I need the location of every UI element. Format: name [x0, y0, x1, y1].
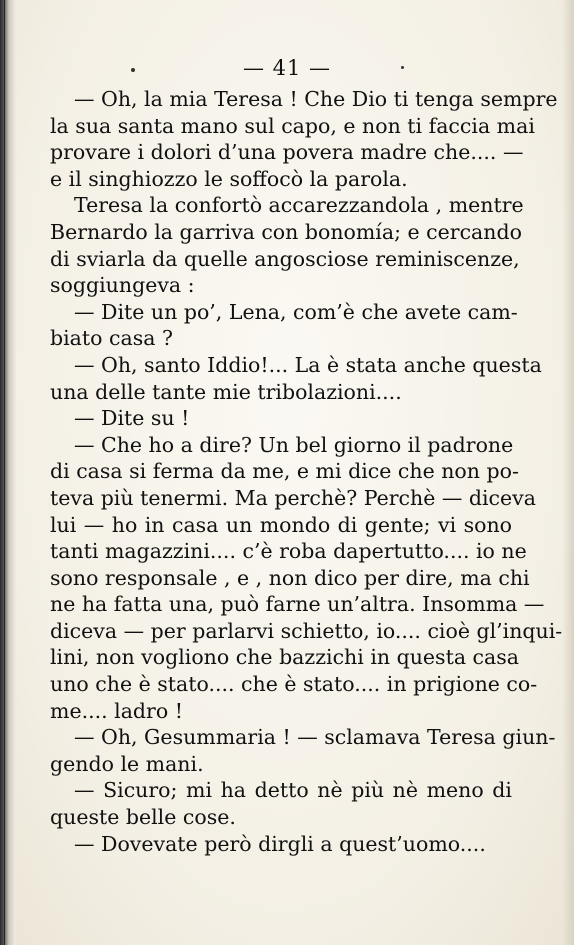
text-line: soggiungeva :: [50, 273, 195, 298]
text-line: lui — ho in casa un mondo di gente; vi sono: [50, 512, 512, 537]
text-line: di casa si ferma da me, e mi dice che non po-: [50, 459, 519, 484]
text-line: tanti magazzini.... c’è roba dapertutto.... io ne: [50, 539, 527, 564]
text-line: provare i dolori d’una povera madre che.... —: [50, 140, 524, 165]
page-edge-shadow: [562, 0, 574, 945]
text-line: di sviarla da quelle angosciose reminiscenze,: [50, 246, 520, 271]
text-line: — Sicuro; mi ha detto nè più nè meno di: [74, 778, 512, 803]
text-line: uno che è stato.... che è stato.... in prigione co-: [50, 672, 538, 697]
text-line: — Dovevate però dirgli a quest’uomo....: [74, 831, 486, 856]
text-line: — Oh, Gesummaria ! — sclamava Teresa giun-: [74, 725, 556, 750]
text-line: — Oh, la mia Teresa ! Che Dio ti tenga sempre: [74, 87, 558, 111]
binding-edge-line: [4, 0, 5, 945]
text-line: la sua santa mano sul capo, e non ti faccia mai: [50, 113, 535, 138]
text-line: — Dite un po’, Lena, com’è che avete cam-: [74, 299, 518, 324]
text-line: biato casa ?: [50, 326, 173, 351]
text-line: — Oh, santo Iddio!... La è stata anche questa: [74, 352, 542, 377]
text-line: una delle tante mie tribolazioni....: [50, 379, 402, 404]
text-line: Teresa la confortò accarezzandola , mentre: [74, 193, 524, 218]
body-text: [50, 86, 563, 857]
text-line: teva più tenermi. Ma perchè? Perchè — diceva: [50, 485, 536, 510]
text-line: sono responsale , e , non dico per dire, ma chi: [50, 565, 530, 590]
text-line: Bernardo la garriva con bonomía; e cercando: [50, 219, 522, 244]
text-line: diceva — per parlarvi schietto, io.... cioè gl’inqui-: [50, 618, 563, 643]
text-line: queste belle cose.: [50, 805, 236, 830]
text-line: — Dite su !: [74, 406, 190, 431]
text-line: lini, non vogliono che bazzichi in questa casa: [50, 645, 519, 670]
text-line: e il singhiozzo le soffocò la parola.: [50, 166, 408, 191]
text-line: me.... ladro !: [50, 698, 183, 723]
page-number: — 41 —: [242, 56, 332, 80]
text-line: — Che ho a dire? Un bel giorno il padrone: [74, 432, 514, 457]
text-line: ne ha fatta una, può farne un’altra. Insomma —: [50, 592, 545, 617]
text-line: gendo le mani.: [50, 751, 204, 776]
binding-gutter: [0, 0, 16, 945]
